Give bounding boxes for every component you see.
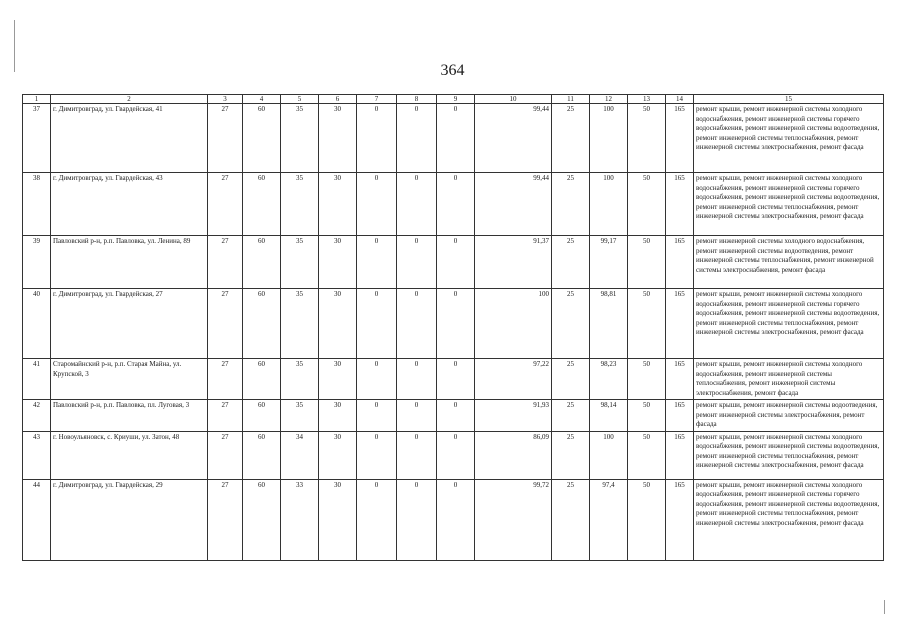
cell-col-12: 98,23 — [590, 359, 628, 400]
column-header-11: 11 — [552, 95, 590, 104]
table-row — [23, 400, 884, 432]
cell-works-list: ремонт крыши, ремонт инженерной системы водоотведения, ремонт инженерной системы электроснабжения, ремонт фасада — [694, 400, 884, 432]
cell-col-8: 0 — [397, 173, 437, 236]
cell-col-12: 100 — [590, 431, 628, 479]
cell-col-6: 30 — [319, 359, 357, 400]
cell-col-11: 25 — [552, 431, 590, 479]
page-number: 364 — [440, 62, 465, 79]
cell-col-3: 27 — [208, 236, 243, 289]
cell-col-12: 100 — [590, 104, 628, 173]
cell-col-6: 30 — [319, 236, 357, 289]
cell-col-7: 0 — [357, 359, 397, 400]
cell-col-5: 35 — [281, 359, 319, 400]
cell-col-4: 60 — [243, 479, 281, 560]
cell-address: Павловский р-н, р.п. Павловка, пл. Луговая, 3 — [51, 400, 208, 432]
cell-row-number: 37 — [23, 104, 51, 173]
cell-col-8: 0 — [397, 359, 437, 400]
cell-row-number: 40 — [23, 289, 51, 359]
column-header-6: 6 — [319, 95, 357, 104]
cell-col-11: 25 — [552, 236, 590, 289]
cell-col-6: 30 — [319, 479, 357, 560]
cell-col-4: 60 — [243, 359, 281, 400]
cell-col-7: 0 — [357, 479, 397, 560]
cell-col-11: 25 — [552, 104, 590, 173]
cell-address: Павловский р-н, р.п. Павловка, ул. Ленина, 89 — [51, 236, 208, 289]
column-header-3: 3 — [208, 95, 243, 104]
cell-works-list: ремонт крыши, ремонт инженерной системы холодного водоснабжения, ремонт инженерной системы водоотведения, ремонт инженерной системы теплоснабжения, ремонт инженерной системы электроснабжения, ремонт фасада — [694, 431, 884, 479]
cell-col-5: 35 — [281, 289, 319, 359]
cell-col-8: 0 — [397, 431, 437, 479]
cell-address: г. Димитровград, ул. Гвардейская, 27 — [51, 289, 208, 359]
column-header-9: 9 — [437, 95, 475, 104]
cell-col-4: 60 — [243, 236, 281, 289]
cell-col-13: 50 — [628, 236, 666, 289]
table-row — [23, 289, 884, 359]
cell-col-14: 165 — [666, 431, 694, 479]
cell-col-9: 0 — [437, 104, 475, 173]
table-row — [23, 431, 884, 479]
cell-works-list: ремонт инженерной системы холодного водоснабжения, ремонт инженерной системы водоотведения, ремонт инженерной системы теплоснабжения, ремонт инженерной системы электроснабжения, ремонт фасада — [694, 236, 884, 289]
table-header-row — [23, 95, 884, 104]
cell-address: г. Новоульяновск, с. Криуши, ул. Затон, 48 — [51, 431, 208, 479]
cell-col-13: 50 — [628, 479, 666, 560]
scan-margin-mark — [884, 600, 885, 614]
cell-works-list: ремонт крыши, ремонт инженерной системы холодного водоснабжения, ремонт инженерной системы горячего водоснабжения, ремонт инженерной системы водоотведения, ремонт инженерной системы теплоснабжения, ремонт инженерной системы электроснабжения, ремонт фасада — [694, 479, 884, 560]
cell-col-13: 50 — [628, 359, 666, 400]
column-header-12: 12 — [590, 95, 628, 104]
cell-col-4: 60 — [243, 400, 281, 432]
cell-row-number: 39 — [23, 236, 51, 289]
column-header-8: 8 — [397, 95, 437, 104]
cell-col-9: 0 — [437, 359, 475, 400]
cell-col-12: 98,81 — [590, 289, 628, 359]
cell-col-12: 99,17 — [590, 236, 628, 289]
cell-col-11: 25 — [552, 479, 590, 560]
cell-col-12: 97,4 — [590, 479, 628, 560]
cell-col-10: 99,72 — [475, 479, 552, 560]
cell-col-9: 0 — [437, 400, 475, 432]
cell-col-6: 30 — [319, 173, 357, 236]
column-header-2: 2 — [51, 95, 208, 104]
cell-row-number: 44 — [23, 479, 51, 560]
cell-row-number: 41 — [23, 359, 51, 400]
cell-col-3: 27 — [208, 173, 243, 236]
cell-col-9: 0 — [437, 173, 475, 236]
cell-col-8: 0 — [397, 236, 437, 289]
cell-col-10: 86,09 — [475, 431, 552, 479]
cell-col-6: 30 — [319, 431, 357, 479]
column-header-13: 13 — [628, 95, 666, 104]
cell-col-11: 25 — [552, 289, 590, 359]
cell-works-list: ремонт крыши, ремонт инженерной системы холодного водоснабжения, ремонт инженерной системы горячего водоснабжения, ремонт инженерной системы водоотведения, ремонт инженерной системы теплоснабжения, ремонт инженерной системы электроснабжения, ремонт фасада — [694, 104, 884, 173]
cell-works-list: ремонт крыши, ремонт инженерной системы холодного водоснабжения, ремонт инженерной системы горячего водоснабжения, ремонт инженерной системы водоотведения, ремонт инженерной системы теплоснабжения, ремонт инженерной системы электроснабжения, ремонт фасада — [694, 289, 884, 359]
cell-col-5: 33 — [281, 479, 319, 560]
cell-row-number: 42 — [23, 400, 51, 432]
cell-col-14: 165 — [666, 359, 694, 400]
cell-col-11: 25 — [552, 173, 590, 236]
cell-col-10: 99,44 — [475, 104, 552, 173]
cell-col-3: 27 — [208, 431, 243, 479]
cell-col-10: 91,93 — [475, 400, 552, 432]
cell-col-14: 165 — [666, 289, 694, 359]
column-header-1: 1 — [23, 95, 51, 104]
column-header-10: 10 — [475, 95, 552, 104]
cell-col-14: 165 — [666, 400, 694, 432]
table-row — [23, 173, 884, 236]
column-header-14: 14 — [666, 95, 694, 104]
table-row — [23, 359, 884, 400]
cell-col-14: 165 — [666, 236, 694, 289]
cell-col-7: 0 — [357, 104, 397, 173]
cell-col-13: 50 — [628, 431, 666, 479]
column-header-4: 4 — [243, 95, 281, 104]
cell-col-3: 27 — [208, 479, 243, 560]
cell-col-8: 0 — [397, 104, 437, 173]
cell-col-5: 35 — [281, 236, 319, 289]
cell-col-5: 35 — [281, 104, 319, 173]
cell-address: г. Димитровград, ул. Гвардейская, 29 — [51, 479, 208, 560]
cell-col-7: 0 — [357, 236, 397, 289]
cell-address: Старомайнский р-н, р.п. Старая Майна, ул. Крупской, 3 — [51, 359, 208, 400]
cell-col-13: 50 — [628, 400, 666, 432]
cell-col-7: 0 — [357, 431, 397, 479]
cell-col-8: 0 — [397, 289, 437, 359]
cell-col-14: 165 — [666, 173, 694, 236]
cell-col-12: 100 — [590, 173, 628, 236]
cell-col-12: 98,14 — [590, 400, 628, 432]
cell-col-9: 0 — [437, 289, 475, 359]
cell-col-5: 34 — [281, 431, 319, 479]
cell-col-13: 50 — [628, 104, 666, 173]
cell-col-7: 0 — [357, 400, 397, 432]
table-row — [23, 236, 884, 289]
cell-col-4: 60 — [243, 431, 281, 479]
column-header-7: 7 — [357, 95, 397, 104]
cell-col-11: 25 — [552, 359, 590, 400]
cell-row-number: 38 — [23, 173, 51, 236]
cell-col-7: 0 — [357, 173, 397, 236]
cell-col-6: 30 — [319, 289, 357, 359]
cell-col-5: 35 — [281, 173, 319, 236]
cell-col-4: 60 — [243, 289, 281, 359]
cell-col-13: 50 — [628, 173, 666, 236]
cell-row-number: 43 — [23, 431, 51, 479]
cell-col-3: 27 — [208, 359, 243, 400]
cell-col-7: 0 — [357, 289, 397, 359]
cell-col-3: 27 — [208, 289, 243, 359]
cell-col-10: 99,44 — [475, 173, 552, 236]
cell-col-4: 60 — [243, 104, 281, 173]
cell-col-6: 30 — [319, 400, 357, 432]
cell-col-3: 27 — [208, 104, 243, 173]
column-header-15: 15 — [694, 95, 884, 104]
table-row — [23, 104, 884, 173]
cell-col-9: 0 — [437, 236, 475, 289]
repair-program-table — [22, 94, 884, 561]
cell-col-8: 0 — [397, 400, 437, 432]
cell-col-6: 30 — [319, 104, 357, 173]
cell-address: г. Димитровград, ул. Гвардейская, 43 — [51, 173, 208, 236]
cell-col-14: 165 — [666, 104, 694, 173]
cell-col-3: 27 — [208, 400, 243, 432]
cell-col-4: 60 — [243, 173, 281, 236]
column-header-5: 5 — [281, 95, 319, 104]
cell-col-10: 100 — [475, 289, 552, 359]
cell-col-14: 165 — [666, 479, 694, 560]
cell-col-5: 35 — [281, 400, 319, 432]
cell-address: г. Димитровград, ул. Гвардейская, 41 — [51, 104, 208, 173]
cell-col-9: 0 — [437, 479, 475, 560]
table-row — [23, 479, 884, 560]
cell-col-8: 0 — [397, 479, 437, 560]
cell-col-10: 97,22 — [475, 359, 552, 400]
cell-col-9: 0 — [437, 431, 475, 479]
cell-works-list: ремонт крыши, ремонт инженерной системы холодного водоснабжения, ремонт инженерной системы теплоснабжения, ремонт инженерной системы электроснабжения, ремонт фасада — [694, 359, 884, 400]
cell-works-list: ремонт крыши, ремонт инженерной системы холодного водоснабжения, ремонт инженерной системы горячего водоснабжения, ремонт инженерной системы водоотведения, ремонт инженерной системы теплоснабжения, ремонт инженерной системы электроснабжения, ремонт фасада — [694, 173, 884, 236]
cell-col-13: 50 — [628, 289, 666, 359]
cell-col-10: 91,37 — [475, 236, 552, 289]
cell-col-11: 25 — [552, 400, 590, 432]
